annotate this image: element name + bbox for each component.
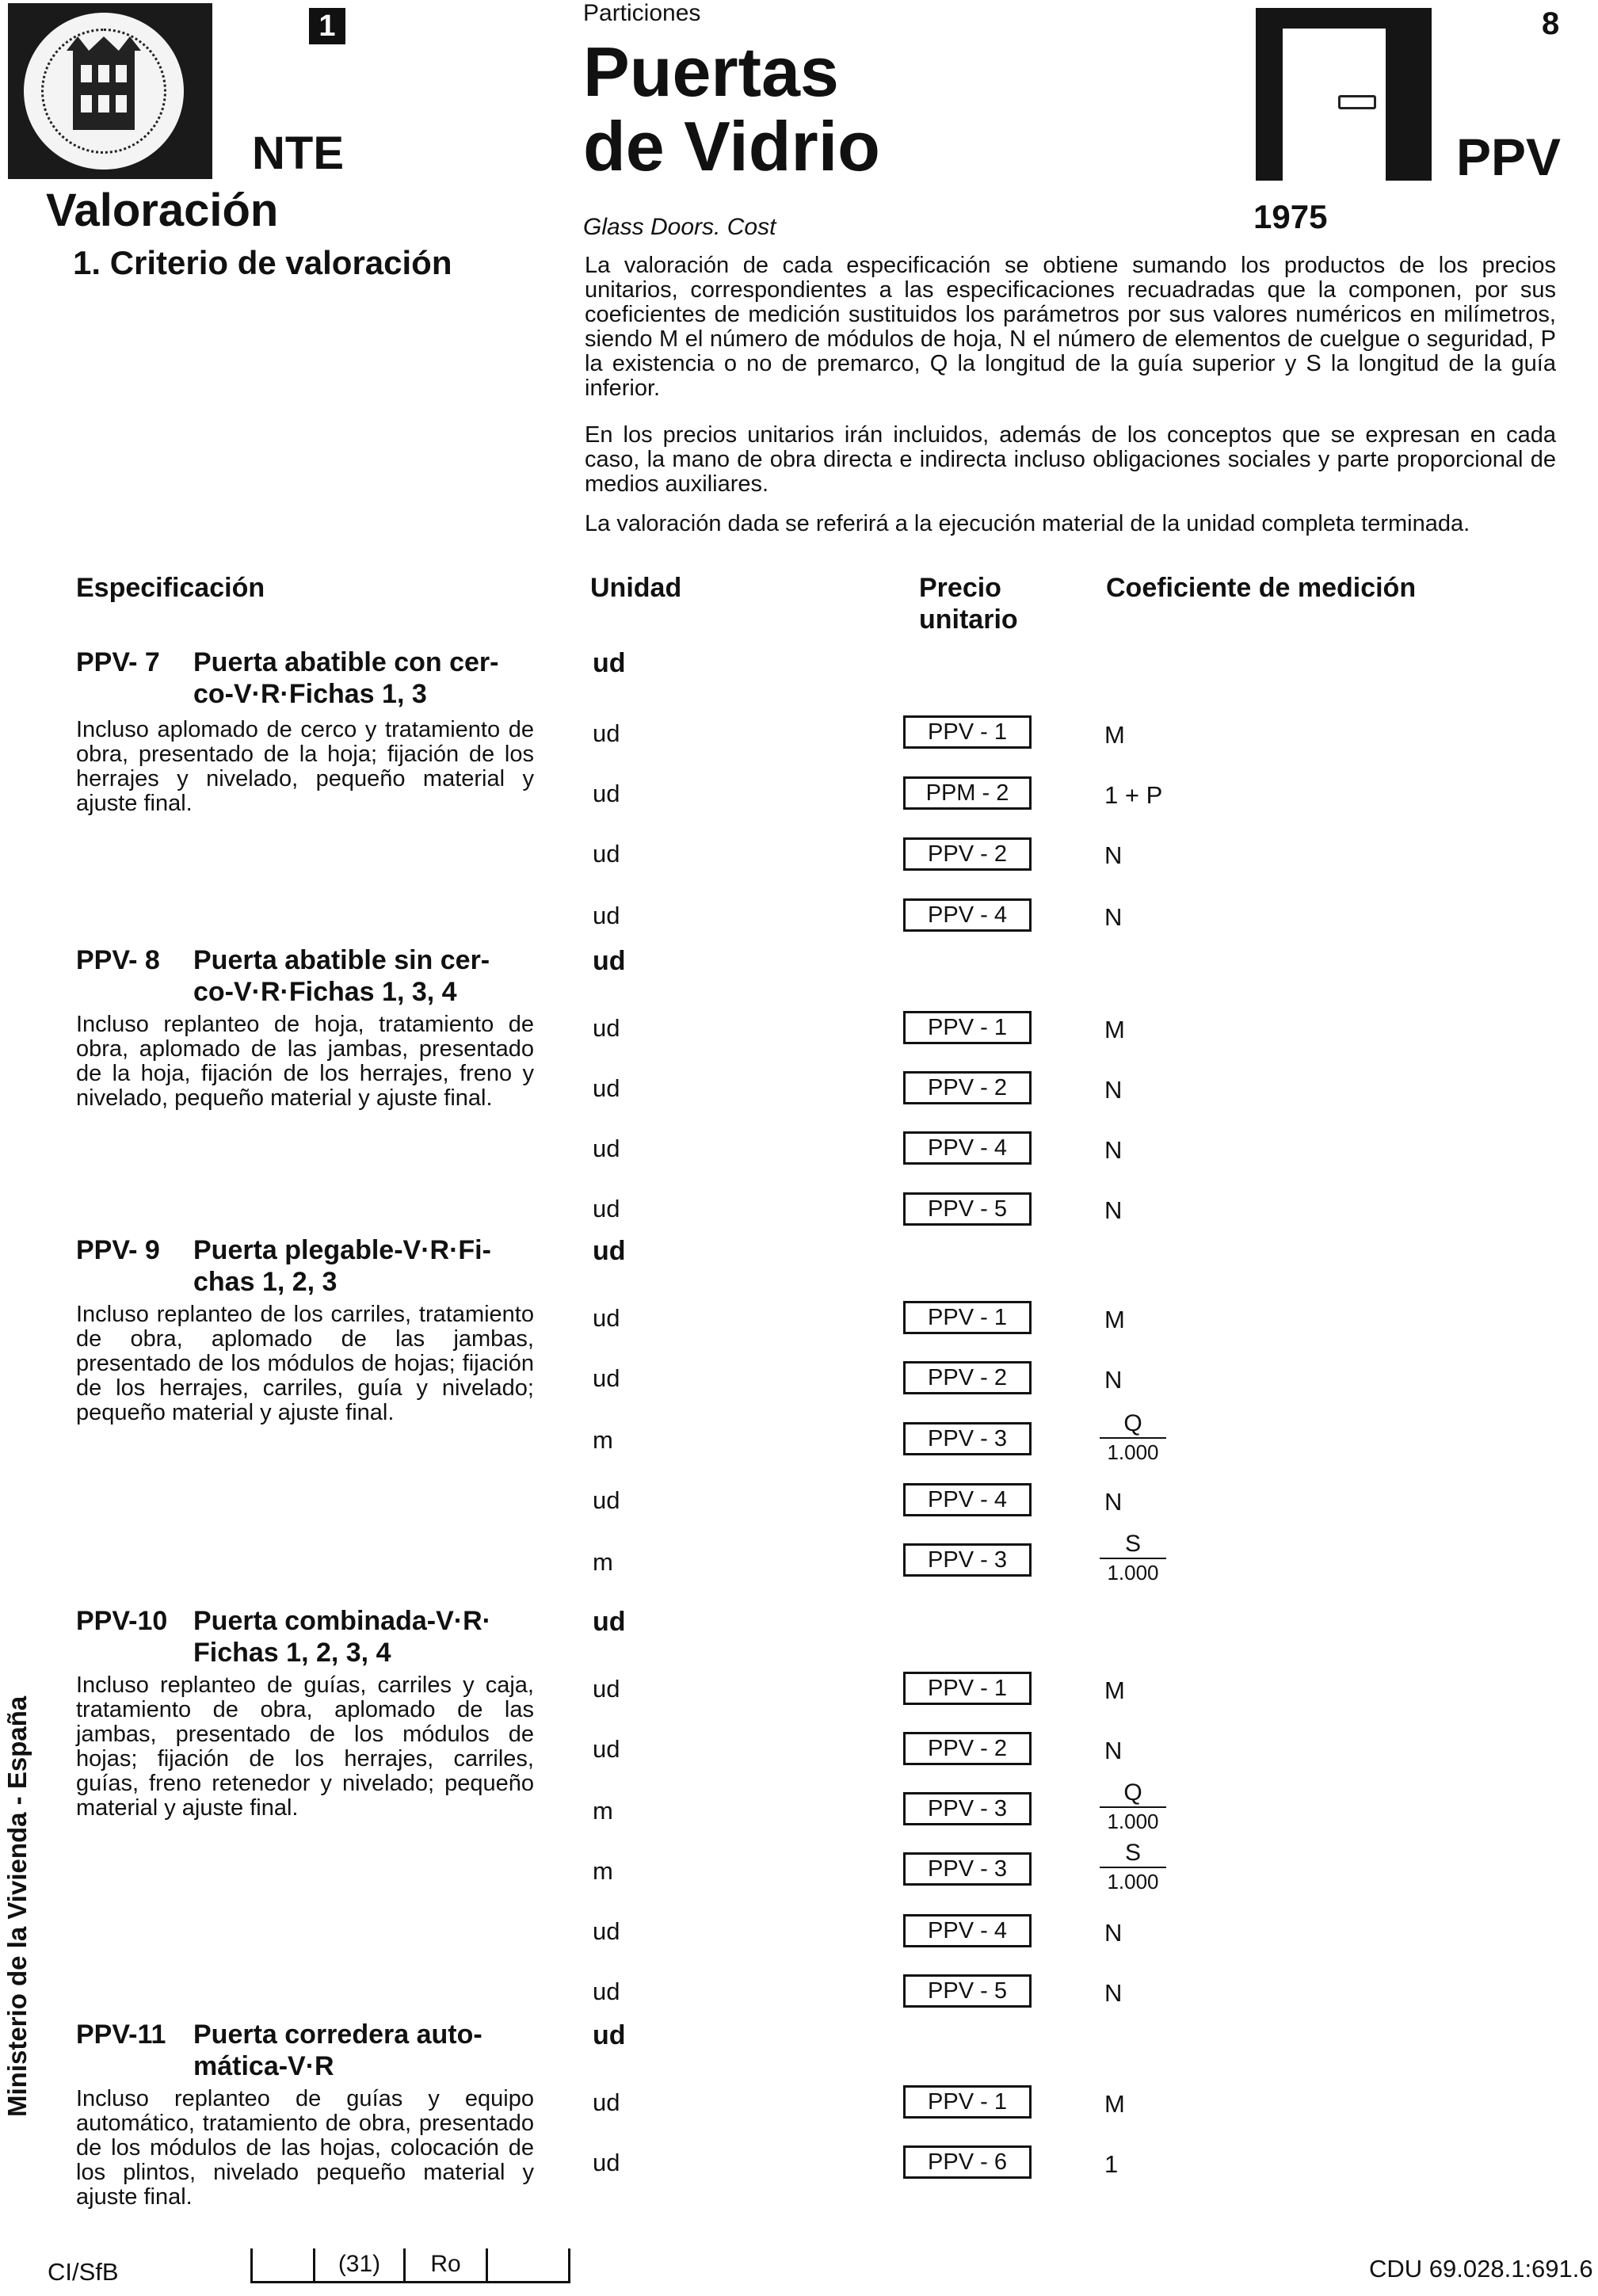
price-box: PPV - 3 [903, 1422, 1032, 1455]
price-box: PPV - 2 [903, 1071, 1032, 1104]
coefficient: M [1104, 1306, 1125, 1333]
row-unit: ud [593, 1014, 620, 1042]
coefficient: M [1104, 1016, 1125, 1043]
price-box: PPV - 4 [903, 1131, 1032, 1165]
coefficient: N [1104, 1136, 1123, 1164]
spec-unit: ud [593, 1236, 626, 1266]
intro-paragraph-2: En los precios unitarios irán incluidos, además de los conceptos que se expresan en cada caso, la mano de obra directa e indirecta incluso obligaciones sociales y parte proporcional de medios auxiliares. [585, 422, 1556, 497]
spec-description: Incluso replanteo de los carriles, tratamiento de obra, aplomado de las jambas, presentado de los módulos de hojas; fijación de los herrajes, carriles, guía y nivelado; pequeño material y ajuste final. [76, 1302, 534, 1425]
fraction-denominator: 1.000 [1107, 1440, 1159, 1464]
coefficient: M [1104, 1676, 1125, 1704]
spec-title-line1: Puerta combinada-V·R· [193, 1606, 491, 1636]
row-unit: ud [593, 1074, 620, 1102]
title-line-1: Puertas [583, 32, 839, 111]
price-box: PPV - 2 [903, 837, 1032, 871]
header-unit-price [919, 572, 1046, 635]
ministry-seal-logo [8, 3, 212, 179]
row-unit: ud [593, 1675, 620, 1703]
english-subtitle: Glass Doors. Cost [583, 214, 776, 240]
coefficient: N [1104, 841, 1123, 869]
spec-title-line2: Fichas 1, 2, 3, 4 [193, 1638, 391, 1668]
row-unit: ud [593, 2088, 620, 2116]
coefficient-fraction [1100, 1779, 1166, 1835]
intro-paragraph-3: La valoración dada se referirá a la ejecución material de la unidad completa terminada. [585, 511, 1470, 536]
price-box: PPM - 2 [903, 776, 1032, 810]
seal-disc [21, 10, 187, 173]
nte-label: NTE [252, 128, 344, 179]
price-box: PPV - 1 [903, 1672, 1032, 1705]
fraction-numerator: S [1100, 1840, 1166, 1868]
coefficient: 1 + P [1104, 781, 1163, 809]
row-unit: ud [593, 1486, 620, 1514]
row-unit: m [593, 1797, 613, 1825]
header-specification: Especificación [76, 573, 265, 603]
sheet-number-badge: 1 [309, 8, 345, 44]
row-unit: ud [593, 1304, 620, 1332]
row-unit: ud [593, 1978, 620, 2005]
page-number: 8 [1542, 6, 1560, 41]
section-heading: Valoración [46, 185, 279, 236]
spec-title-line1: Puerta abatible sin cer- [193, 945, 490, 975]
spec-title [76, 646, 536, 710]
spec-title-line1: Puerta abatible con cer- [193, 647, 499, 677]
classification-box-4 [488, 2248, 570, 2283]
row-unit: ud [593, 1364, 620, 1392]
seal-tower-icon [73, 51, 135, 130]
ministry-side-label: Ministerio de la Vivienda - España [2, 1695, 32, 2117]
page-title [583, 32, 880, 185]
row-unit: ud [593, 840, 620, 868]
coefficient: N [1104, 1366, 1123, 1394]
door-icon [1256, 8, 1432, 181]
coefficient: N [1104, 903, 1123, 931]
coefficient: M [1104, 721, 1125, 749]
spec-title [76, 1234, 536, 1298]
cdu-code: CDU 69.028.1:691.6 [1369, 2255, 1593, 2283]
row-unit: ud [593, 2149, 620, 2176]
classification-box-3: Ro [406, 2248, 488, 2283]
spec-title-line1: Puerta plegable-V·R·Fi- [193, 1235, 491, 1265]
row-unit: m [593, 1857, 613, 1885]
header-coefficient: Coeficiente de medición [1106, 573, 1417, 603]
section-label: Particiones [583, 0, 701, 26]
spec-title [76, 944, 536, 1008]
price-box: PPV - 3 [903, 1543, 1032, 1577]
row-unit: ud [593, 1135, 620, 1162]
row-unit: ud [593, 1735, 620, 1763]
header-price-line1: Precio [919, 573, 1001, 603]
header-unit: Unidad [590, 573, 682, 603]
coefficient: N [1104, 1979, 1123, 2007]
spec-code: PPV-10 [76, 1606, 168, 1636]
price-box: PPV - 2 [903, 1361, 1032, 1394]
price-box: PPV - 3 [903, 1852, 1032, 1886]
spec-title [76, 1605, 536, 1669]
price-box: PPV - 1 [903, 2085, 1032, 2119]
row-unit: ud [593, 902, 620, 929]
title-line-2: de Vidrio [583, 107, 880, 185]
coefficient-fraction [1100, 1410, 1166, 1466]
price-box: PPV - 2 [903, 1732, 1032, 1765]
coefficient-fraction [1100, 1531, 1166, 1586]
price-box: PPV - 1 [903, 715, 1032, 749]
price-box: PPV - 4 [903, 898, 1032, 932]
row-unit: m [593, 1548, 613, 1576]
spec-title-line2: co-V·R·Fichas 1, 3, 4 [193, 977, 457, 1007]
classification-box-1 [250, 2248, 315, 2283]
row-unit: ud [593, 1195, 620, 1222]
coefficient: N [1104, 1488, 1123, 1516]
coefficient: M [1104, 2090, 1125, 2118]
row-unit: ud [593, 780, 620, 807]
spec-code: PPV- 8 [76, 945, 160, 975]
spec-title-line2: mática-V·R [193, 2051, 334, 2081]
fraction-denominator: 1.000 [1107, 1561, 1159, 1585]
row-unit: ud [593, 719, 620, 747]
intro-paragraph-1: La valoración de cada especificación se obtiene sumando los productos de los precios unitarios, correspondientes a las especificaciones recuadradas que la componen, por sus coeficientes de medición sustituidos los parámetros por sus valores numéricos en milímetros, siendo M el número de módulos de hoja, N el número de elementos de cuelgue o seguridad, P la existencia o no de premarco, Q la longitud de la guía superior y S la longitud de la guía inferior. [585, 253, 1556, 401]
spec-code: PPV- 7 [76, 647, 160, 677]
price-box: PPV - 5 [903, 1192, 1032, 1226]
spec-title-line1: Puerta corredera auto- [193, 2019, 482, 2050]
coefficient: N [1104, 1919, 1123, 1947]
subsection-heading: 1. Criterio de valoración [73, 244, 452, 281]
coefficient-fraction [1100, 1840, 1166, 1895]
spec-description: Incluso replanteo de guías, carriles y caja, tratamiento de obra, aplomado de las jambas, presentado de los módulos de hojas; fijación de los herrajes, carriles, guías, freno retenedor y nivelado; pequeño material y ajuste final. [76, 1672, 534, 1821]
document-code: PPV [1456, 128, 1562, 186]
publication-year: 1975 [1253, 198, 1328, 235]
price-box: PPV - 4 [903, 1914, 1032, 1947]
spec-title-line2: chas 1, 2, 3 [193, 1267, 338, 1297]
price-box: PPV - 1 [903, 1011, 1032, 1044]
fraction-numerator: Q [1100, 1410, 1166, 1439]
coefficient: N [1104, 1737, 1123, 1764]
price-box: PPV - 6 [903, 2145, 1032, 2179]
spec-unit: ud [593, 946, 626, 976]
row-unit: m [593, 1426, 613, 1454]
spec-unit: ud [593, 648, 626, 678]
row-unit: ud [593, 1917, 620, 1945]
fraction-denominator: 1.000 [1107, 1870, 1159, 1894]
price-box: PPV - 1 [903, 1301, 1032, 1334]
fraction-numerator: S [1100, 1531, 1166, 1559]
coefficient: 1 [1104, 2150, 1119, 2178]
header-price-line2: unitario [919, 605, 1018, 635]
spec-description: Incluso replanteo de hoja, tratamiento de obra, aplomado de las jambas, presentado de la hoja, fijación de los herrajes, freno y nivelado, pequeño material y ajuste final. [76, 1012, 534, 1111]
fraction-numerator: Q [1100, 1779, 1166, 1808]
spec-title [76, 2019, 536, 2082]
spec-unit: ud [593, 2020, 626, 2050]
spec-code: PPV-11 [76, 2019, 166, 2050]
price-box: PPV - 5 [903, 1974, 1032, 2008]
spec-code: PPV- 9 [76, 1235, 160, 1265]
cisfb-label: CI/SfB [48, 2258, 119, 2286]
spec-description: Incluso replanteo de guías y equipo automático, tratamiento de obra, presentado de los módulos de las hojas, colocación de los plintos, nivelado pequeño material y ajuste final. [76, 2086, 534, 2210]
price-box: PPV - 4 [903, 1483, 1032, 1516]
price-box: PPV - 3 [903, 1792, 1032, 1825]
coefficient: N [1104, 1076, 1123, 1104]
spec-description: Incluso aplomado de cerco y tratamiento de obra, presentado de la hoja; fijación de los herrajes y nivelado, pequeño material y ajuste final. [76, 717, 534, 816]
coefficient: N [1104, 1196, 1123, 1224]
classification-box-2: (31) [315, 2248, 406, 2283]
spec-unit: ud [593, 1607, 626, 1637]
spec-title-line2: co-V·R·Fichas 1, 3 [193, 679, 427, 709]
fraction-denominator: 1.000 [1107, 1810, 1159, 1833]
